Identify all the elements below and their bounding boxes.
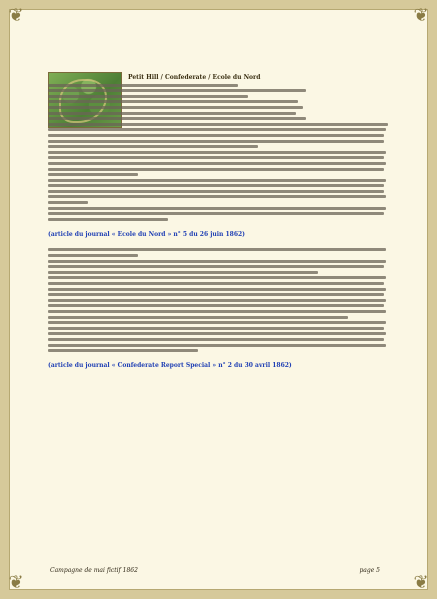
ornament-bottom-left: ❦ [8,572,24,593]
page-footer [50,567,380,577]
article2-source-link[interactable]: (article du journal « Confederate Report Special » n° 2 du 30 avril 1862) [48,362,292,370]
footer-page-number: page 5 [359,567,380,574]
ornament-top-left: ❦ [8,5,24,26]
ornament-bottom-right: ❦ [413,572,429,593]
article2-body [48,248,388,352]
document-content [48,72,388,532]
article1-source-link[interactable]: (article du journal « Ecole du Nord » n° 5 du 26 juin 1862) [48,230,246,238]
footer-campaign-title: Campagne de mai fictif 1862 [50,567,138,574]
ornament-top-right: ❦ [413,5,429,26]
article-heading: Petit Hill / Confederate / Ecole du Nord [128,74,261,81]
